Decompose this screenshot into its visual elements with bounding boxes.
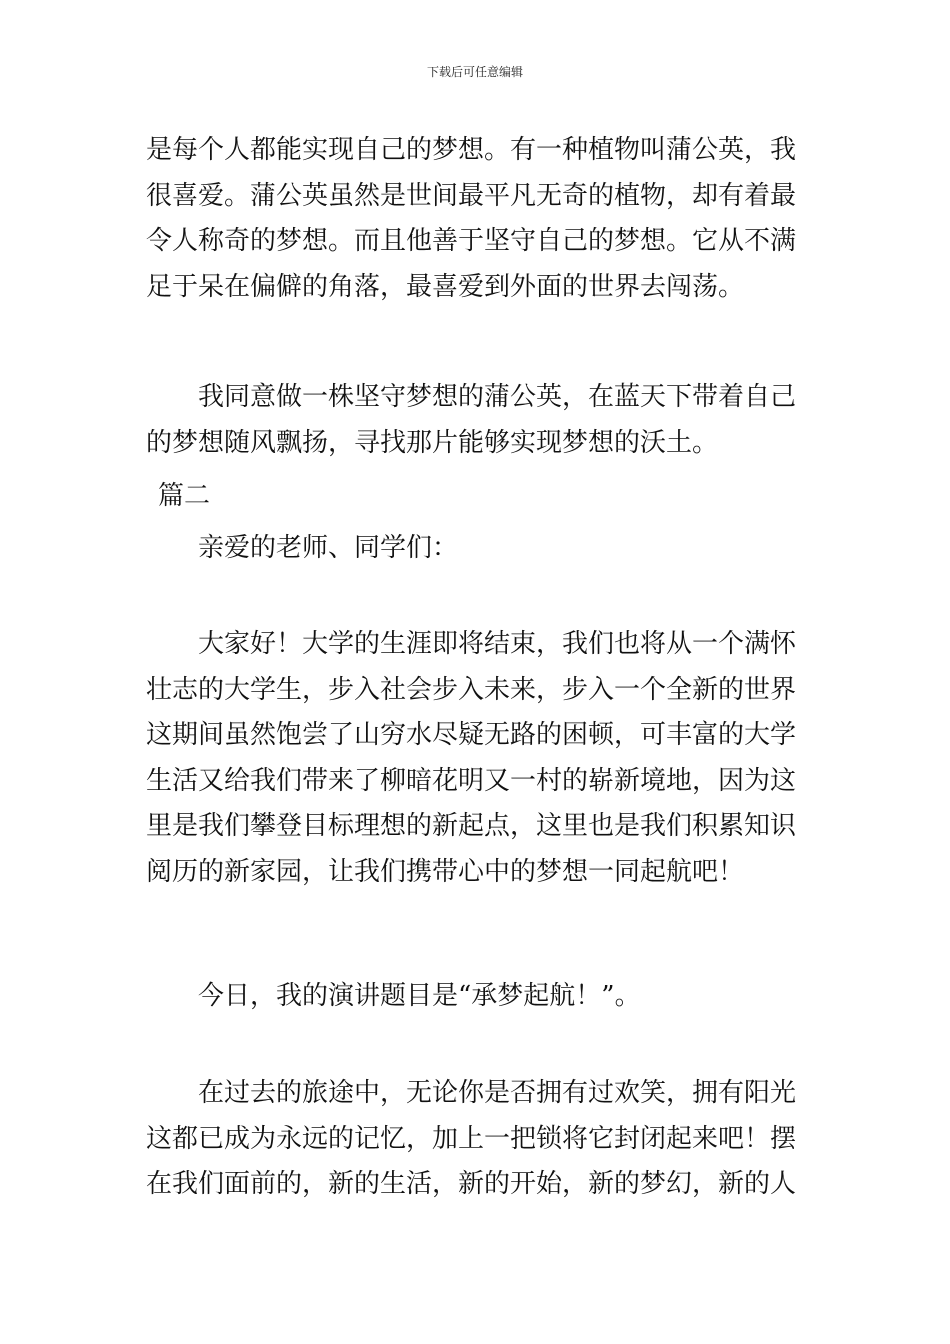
text-line: 的梦想随风飘扬，寻找那片能够实现梦想的沃土。 xyxy=(146,427,719,458)
text-line: 是每个人都能实现自己的梦想。有一种植物叫蒲公英，我 xyxy=(146,135,797,165)
paragraph-speech-title xyxy=(146,974,806,1020)
text-line: 令人称奇的梦想。而且他善于坚守自己的梦想。它从不满 xyxy=(146,226,797,256)
text-line: 阅历的新家园，让我们携带心中的梦想一同起航吧！ xyxy=(146,856,745,887)
text-line: 我同意做一株坚守梦想的蒲公英，在蓝天下带着自己 xyxy=(198,382,797,412)
text-line: 今日，我的演讲题目是“承梦起航！”。 xyxy=(198,981,641,1011)
text-line: 里是我们攀登目标理想的新起点，这里也是我们积累知识 xyxy=(146,811,797,841)
paragraph-university-life xyxy=(146,622,806,895)
salutation xyxy=(146,526,806,572)
text-line: 很喜爱。蒲公英虽然是世间最平凡无奇的植物，却有着最 xyxy=(146,180,797,211)
text-line: 大家好！大学的生涯即将结束，我们也将从一个满怀 xyxy=(198,629,797,659)
text-line: 在过去的旅途中，无论你是否拥有过欢笑，拥有阳光 xyxy=(198,1078,797,1108)
text-line: 足于呆在偏僻的角落，最喜爱到外面的世界去闯荡。 xyxy=(146,271,745,302)
text-line: 生活又给我们带来了柳暗花明又一村的崭新境地，因为这 xyxy=(146,765,797,796)
paragraph-past-journey xyxy=(146,1071,806,1208)
text-line: 在我们面前的，新的生活，新的开始，新的梦幻，新的人 xyxy=(146,1169,797,1199)
page-header: 下载后可任意编辑 xyxy=(426,65,523,79)
text-line: 壮志的大学生，步入社会步入未来，步入一个全新的世界 xyxy=(146,674,797,705)
text-line: 这期间虽然饱尝了山穷水尽疑无路的困顿，可丰富的大学 xyxy=(146,720,797,750)
text-line: 这都已成为永远的记忆，加上一把锁将它封闭起来吧！摆 xyxy=(146,1123,797,1154)
text-line: 亲爱的老师、同学们： xyxy=(198,533,459,563)
section-label: 篇二 xyxy=(158,481,211,511)
paragraph-dandelion-wish xyxy=(146,375,806,466)
paragraph-dandelion-dream xyxy=(146,128,806,310)
